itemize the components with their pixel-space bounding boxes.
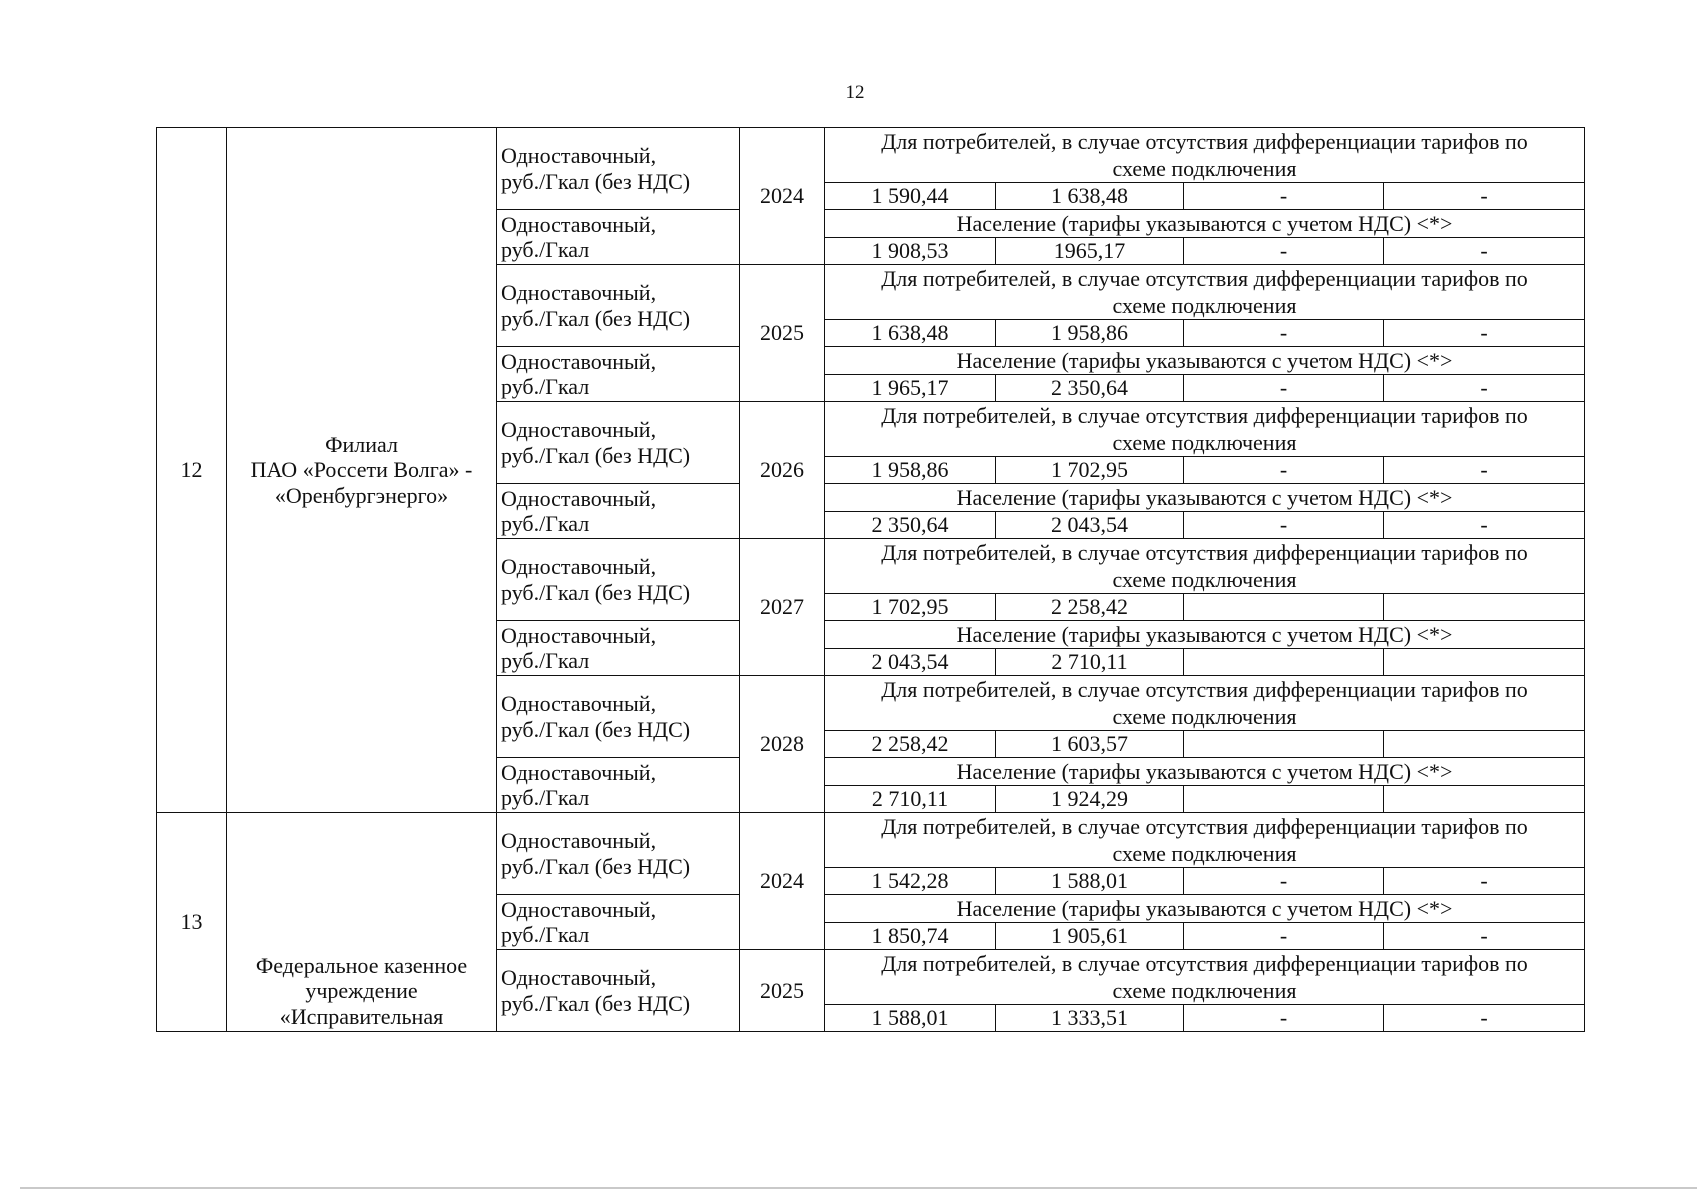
text-line: схеме подключения [1112,978,1297,1003]
tariff-unit [497,347,740,402]
tariff-value-first-half: 2 258,42 [825,731,996,758]
organization-name [227,813,497,1032]
year-cell: 2024 [740,128,825,265]
tariff-value-dash: - [1384,1005,1585,1032]
tariff-unit [497,950,740,1032]
category-row [157,813,1585,868]
text-line: Одноставочный, [501,896,657,922]
text-line: Одноставочный, [501,211,657,237]
tariff-value-dash [1184,731,1384,758]
tariff-value-dash [1384,594,1585,621]
tariff-value-second-half: 2 350,64 [996,375,1184,402]
text-line: руб./Гкал (без НДС) [501,853,691,879]
tariff-unit [497,539,740,621]
text-line: руб./Гкал (без НДС) [501,305,691,331]
tariff-value-first-half: 1 908,53 [825,238,996,265]
tariff-unit [497,265,740,347]
tariff-value-dash: - [1184,320,1384,347]
text-line: Для потребителей, в случае отсутствия дифференциации тарифов по [881,814,1528,839]
consumer-category [825,895,1585,923]
tariff-value-first-half: 1 702,95 [825,594,996,621]
tariff-value-second-half: 1 638,48 [996,183,1184,210]
tariff-value-dash: - [1384,320,1585,347]
tariff-unit [497,621,740,676]
consumer-category [825,128,1585,183]
text-line: Одноставочный, [501,691,657,717]
tariff-value-second-half: 1 905,61 [996,923,1184,950]
page-number: 12 [845,82,865,103]
text-line: Для потребителей, в случае отсутствия дифференциации тарифов по [881,266,1528,291]
text-line: «Исправительная [279,1003,444,1029]
text-line: руб./Гкал (без НДС) [501,442,691,468]
text-line: схеме подключения [1112,156,1297,181]
consumer-category [825,621,1585,649]
text-line: Население (тарифы указываются с учетом НДС) <*> [956,759,1453,784]
text-line: схеме подключения [1112,704,1297,729]
tariff-value-dash: - [1184,512,1384,539]
tariff-unit [497,676,740,758]
text-line: Для потребителей, в случае отсутствия дифференциации тарифов по [881,540,1528,565]
text-line: схеме подключения [1112,293,1297,318]
text-line: схеме подключения [1112,841,1297,866]
consumer-category [825,950,1585,1005]
year-cell: 2026 [740,402,825,539]
tariff-value-second-half: 1 603,57 [996,731,1184,758]
text-line: руб./Гкал (без НДС) [501,168,691,194]
year-cell: 2024 [740,813,825,950]
tariff-value-first-half: 1 850,74 [825,923,996,950]
tariff-table [156,127,1585,1032]
text-line: Одноставочный, [501,485,657,511]
tariff-value-dash: - [1184,457,1384,484]
text-line: учреждение [305,978,418,1004]
text-line: Население (тарифы указываются с учетом НДС) <*> [956,348,1453,373]
text-line: руб./Гкал [501,785,590,810]
text-line: схеме подключения [1112,430,1297,455]
tariff-value-dash [1184,786,1384,813]
consumer-category [825,347,1585,375]
text-line: схеме подключения [1112,567,1297,592]
tariff-unit [497,758,740,813]
text-line: Одноставочный, [501,143,657,169]
tariff-value-first-half: 1 958,86 [825,457,996,484]
text-line: Одноставочный, [501,417,657,443]
text-line: руб./Гкал (без НДС) [501,990,691,1016]
consumer-category [825,402,1585,457]
tariff-value-first-half: 1 542,28 [825,868,996,895]
tariff-value-dash [1384,731,1585,758]
text-line: руб./Гкал [501,374,590,399]
tariff-value-dash: - [1184,923,1384,950]
tariff-unit [497,128,740,210]
text-line: Одноставочный, [501,554,657,580]
tariff-value-second-half: 1 588,01 [996,868,1184,895]
tariff-unit [497,895,740,950]
tariff-value-first-half: 1 638,48 [825,320,996,347]
text-line: Для потребителей, в случае отсутствия дифференциации тарифов по [881,129,1528,154]
tariff-value-dash: - [1384,183,1585,210]
tariff-value-first-half: 1 588,01 [825,1005,996,1032]
tariff-value-dash: - [1384,512,1585,539]
tariff-value-dash: - [1384,457,1585,484]
tariff-value-dash [1184,594,1384,621]
tariff-value-first-half: 2 043,54 [825,649,996,676]
consumer-category [825,539,1585,594]
tariff-unit [497,210,740,265]
text-line: Одноставочный, [501,759,657,785]
entry-number: 13 [157,813,227,1032]
tariff-value-dash: - [1384,868,1585,895]
tariff-value-second-half: 2 043,54 [996,512,1184,539]
text-line: Для потребителей, в случае отсутствия дифференциации тарифов по [881,677,1528,702]
text-line: руб./Гкал [501,511,590,536]
tariff-value-second-half: 1965,17 [996,238,1184,265]
consumer-category [825,758,1585,786]
tariff-value-second-half: 2 710,11 [996,649,1184,676]
tariff-value-second-half: 1 333,51 [996,1005,1184,1032]
category-row [157,128,1585,183]
entry-number: 12 [157,128,227,813]
text-line: Население (тарифы указываются с учетом НДС) <*> [956,211,1453,236]
consumer-category [825,676,1585,731]
text-line: руб./Гкал (без НДС) [501,579,691,605]
consumer-category [825,813,1585,868]
tariff-unit [497,813,740,895]
tariff-value-first-half: 2 710,11 [825,786,996,813]
tariff-value-dash: - [1184,1005,1384,1032]
text-line: Население (тарифы указываются с учетом НДС) <*> [956,622,1453,647]
text-line: Одноставочный, [501,280,657,306]
tariff-value-dash [1384,786,1585,813]
text-line: Население (тарифы указываются с учетом НДС) <*> [956,485,1453,510]
consumer-category [825,265,1585,320]
tariff-value-second-half: 2 258,42 [996,594,1184,621]
tariff-unit [497,402,740,484]
tariff-value-first-half: 1 965,17 [825,375,996,402]
organization-name [227,128,497,813]
year-cell: 2025 [740,950,825,1032]
tariff-value-first-half: 1 590,44 [825,183,996,210]
consumer-category [825,484,1585,512]
text-line: руб./Гкал [501,237,590,262]
tariff-value-second-half: 1 958,86 [996,320,1184,347]
year-cell: 2028 [740,676,825,813]
scan-bottom-edge [20,1187,1697,1189]
consumer-category [825,210,1585,238]
tariff-value-dash: - [1184,375,1384,402]
tariff-value-first-half: 2 350,64 [825,512,996,539]
tariff-value-dash [1184,649,1384,676]
text-line: Филиал [325,432,398,458]
text-line: руб./Гкал (без НДС) [501,716,691,742]
year-cell: 2027 [740,539,825,676]
text-line: Одноставочный, [501,965,657,991]
text-line: Одноставочный, [501,828,657,854]
tariff-value-dash: - [1184,238,1384,265]
tariff-value-second-half: 1 924,29 [996,786,1184,813]
tariff-value-dash: - [1384,238,1585,265]
text-line: Одноставочный, [501,348,657,374]
text-line: «Оренбургэнерго» [274,482,449,508]
text-line: Население (тарифы указываются с учетом НДС) <*> [956,896,1453,921]
text-line: ПАО «Россети Волга» - [250,457,473,483]
tariff-value-dash: - [1184,868,1384,895]
tariff-value-dash: - [1384,375,1585,402]
tariff-value-dash [1384,649,1585,676]
text-line: руб./Гкал [501,922,590,947]
text-line: Одноставочный, [501,622,657,648]
tariff-unit [497,484,740,539]
text-line: Для потребителей, в случае отсутствия дифференциации тарифов по [881,951,1528,976]
year-cell: 2025 [740,265,825,402]
text-line: руб./Гкал [501,648,590,673]
tariff-value-dash: - [1384,923,1585,950]
tariff-value-dash: - [1184,183,1384,210]
tariff-value-second-half: 1 702,95 [996,457,1184,484]
text-line: Федеральное казенное [255,953,468,979]
text-line: Для потребителей, в случае отсутствия дифференциации тарифов по [881,403,1528,428]
